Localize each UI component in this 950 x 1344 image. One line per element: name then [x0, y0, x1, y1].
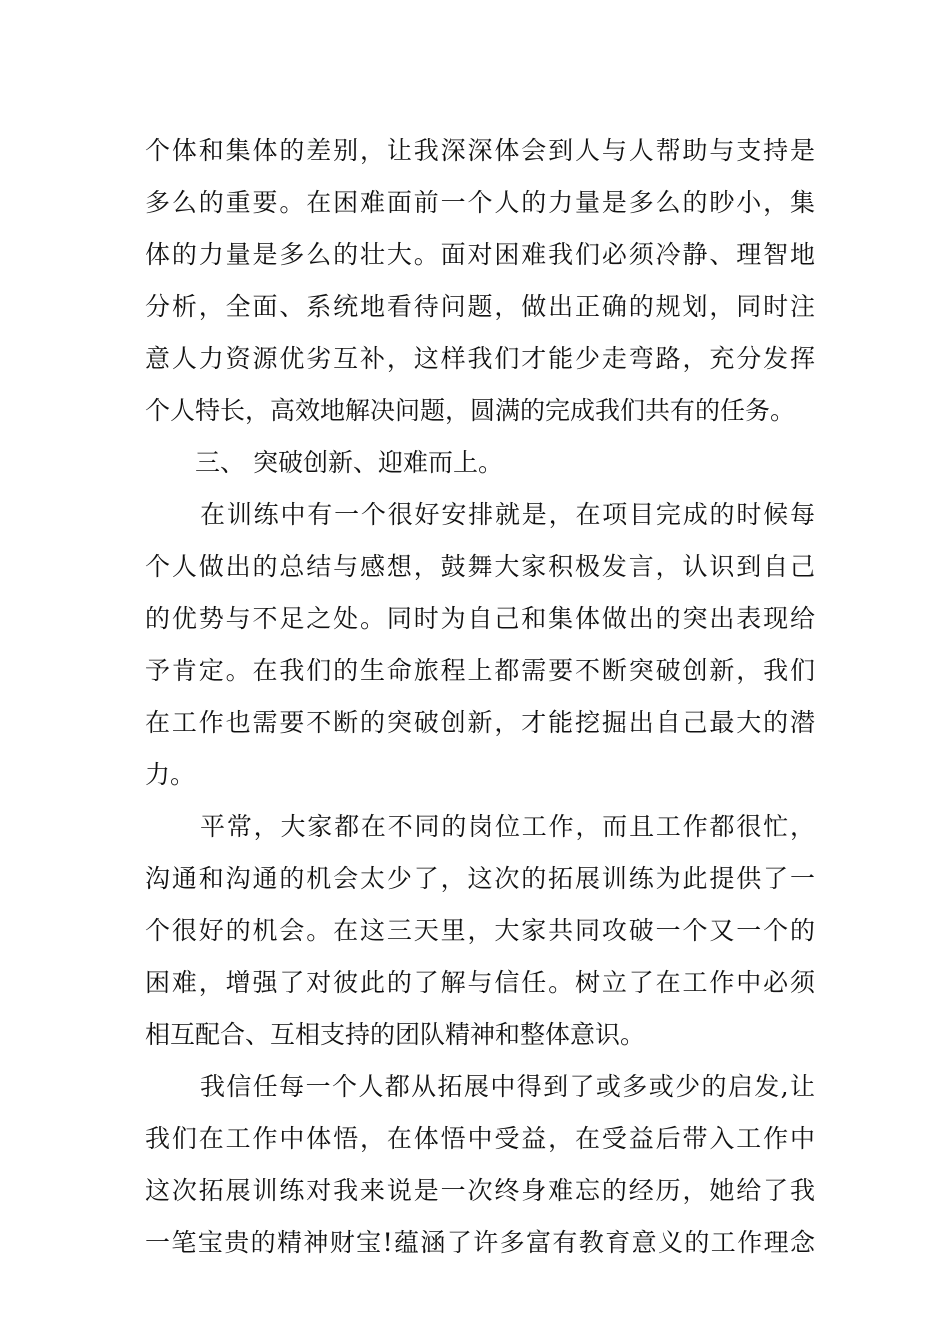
paragraph-line: 我信任每一个人都从拓展中得到了或多或少的启发,让 — [200, 1072, 815, 1101]
paragraph-line: 相互配合、互相支持的团队精神和整体意识。 — [145, 1020, 646, 1049]
paragraph-line: 的优势与不足之处。同时为自己和集体做出的突出表现给 — [145, 604, 815, 633]
section-heading: 三、 突破创新、迎难而上。 — [195, 448, 503, 477]
paragraph-line: 我们在工作中体悟，在体悟中受益，在受益后带入工作中 — [145, 1124, 815, 1153]
paragraph-line: 在训练中有一个很好安排就是，在项目完成的时候每 — [200, 500, 815, 529]
paragraph-line: 个很好的机会。在这三天里，大家共同攻破一个又一个的 — [145, 916, 815, 945]
paragraph-line: 予肯定。在我们的生命旅程上都需要不断突破创新，我们 — [145, 656, 815, 685]
paragraph-line: 力。 — [145, 760, 196, 789]
paragraph-line: 个体和集体的差别，让我深深体会到人与人帮助与支持是 — [145, 136, 815, 165]
paragraph-line: 个人做出的总结与感想，鼓舞大家积极发言，认识到自己 — [145, 552, 815, 581]
paragraph-line: 平常，大家都在不同的岗位工作，而且工作都很忙， — [200, 812, 815, 841]
paragraph-line: 在工作也需要不断的突破创新，才能挖掘出自己最大的潜 — [145, 708, 815, 737]
paragraph-line: 这次拓展训练对我来说是一次终身难忘的经历，她给了我 — [145, 1176, 815, 1205]
paragraph-line: 困难，增强了对彼此的了解与信任。树立了在工作中必须 — [145, 968, 815, 997]
paragraph-line: 沟通和沟通的机会太少了，这次的拓展训练为此提供了一 — [145, 864, 815, 893]
paragraph-line: 一笔宝贵的精神财宝!蕴涵了许多富有教育意义的工作理念 — [145, 1228, 815, 1257]
paragraph-line: 意人力资源优劣互补，这样我们才能少走弯路，充分发挥 — [145, 344, 815, 373]
body-text — [145, 125, 815, 1269]
paragraph-line: 分析，全面、系统地看待问题，做出正确的规划，同时注 — [145, 292, 815, 321]
paragraph-line: 体的力量是多么的壮大。面对困难我们必须冷静、理智地 — [145, 240, 815, 269]
paragraph-line: 个人特长，高效地解决问题，圆满的完成我们共有的任务。 — [145, 396, 796, 425]
paragraph-line: 多么的重要。在困难面前一个人的力量是多么的眇小，集 — [145, 188, 815, 217]
